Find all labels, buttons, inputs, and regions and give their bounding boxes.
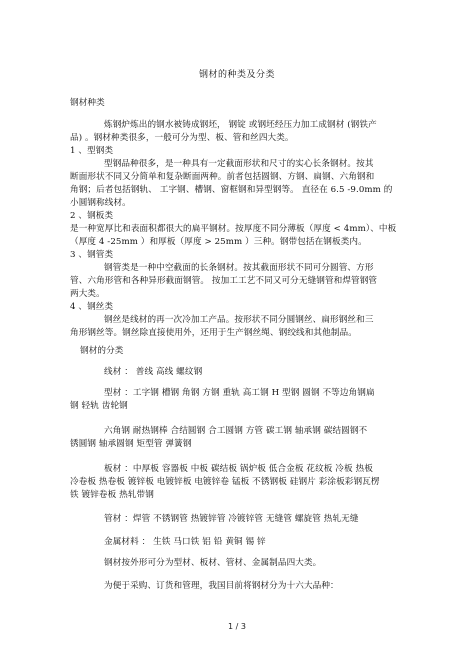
category-plates: 板材 ：中厚板 容器板 中板 碳结板 锅炉板 低合金板 花纹板 冷板 热板 (104, 464, 373, 474)
list-heading-pipes: 3 、钢管类 (70, 250, 114, 260)
paragraph-line: 冷卷板 热卷板 镀锌板 电镀锌板 电镀锌卷 锰板 不锈钢板 硅钢片 彩涂板彩钢瓦楞 (70, 477, 380, 487)
paragraph-line: 钢丝是线材的再一次冷加工产品。按形状不同分圆钢丝、扁形钢丝和三 (104, 315, 374, 325)
paragraph-line: 型钢品种很多，是一种具有一定截面形状和尺寸的实心长条钢材。按其 (104, 159, 374, 169)
document-title: 钢材的种类及分类 (198, 70, 275, 80)
category-wire-rod: 线材 ： 普线 高线 螺纹钢 (104, 367, 203, 377)
list-heading-plates: 2 、钢板类 (70, 211, 114, 221)
paragraph-line: 管、六角形管和各种异形截面钢管。 按加工工艺不同又可分无缝钢管和焊管钢管 (70, 276, 378, 286)
list-heading-wires: 4 、钢丝类 (70, 302, 114, 312)
paragraph-line: （厚度 4 -25mm ）和厚板（厚度 > 25mm ）三种。钢带包括在钢板类内。 (70, 237, 367, 247)
paragraph-line: 角形钢丝等。钢丝除直接使用外，还用于生产钢丝绳、钢绞线和其他制品。 (70, 328, 357, 338)
paragraph-line: 铁 镀锌卷板 热轧带钢 (70, 490, 154, 500)
paragraph-line: 钢材按外形可分为型材、板材、管材、金属制品四大类。 (104, 558, 322, 568)
list-heading-shapes: 1 、型钢类 (70, 146, 114, 156)
paragraph-line: 锈圆钢 轴承圆钢 矩型管 弹簧钢 (70, 439, 192, 449)
paragraph-line: 炼钢炉炼出的钢水被铸成钢坯， 钢锭 或钢坯经压力加工成钢材 (钢铁产 (104, 120, 377, 130)
section-heading-classification: 钢材的分类 (80, 346, 124, 356)
paragraph-line: 小圆钢称线材。 (70, 198, 131, 208)
paragraph-line: 为便于采购、订货和管理，我国目前将钢材分为十六大品种： (104, 581, 339, 591)
paragraph-line: 钢 轻轨 齿轮钢 (70, 401, 128, 411)
category-metals: 金属材料 ： 生铁 马口铁 铝 铅 黄铜 锡 锌 (104, 537, 266, 547)
category-sections: 型材 ：工字钢 槽钢 角钢 方钢 重轨 高工钢 H 型钢 圆钢 不等边角钢扁 (104, 388, 375, 398)
paragraph-line: 角钢；后者包括钢轨、 工字钢、槽钢、窗框钢和异型钢等。 直径在 6.5 -9.0mm 的 (70, 185, 393, 195)
paragraph-line: 钢管类是一种中空截面的长条钢材。按其截面形状不同可分圆管、方形 (104, 263, 374, 273)
paragraph-line: 是一种宽厚比和表面积都很大的扁平钢材。按厚度不同分薄板（厚度 < 4mm）、中板 (70, 224, 397, 234)
section-heading-steel-types: 钢材种类 (70, 98, 105, 108)
paragraph-line: 两大类。 (70, 289, 105, 299)
paragraph-line: 品) 。钢材种类很多，一般可分为型、板、管和丝四大类。 (70, 133, 294, 143)
paragraph-line: 断面形状不同又分简单和复杂断面两种。前者包括圆钢、方钢、扁钢、六角钢和 (70, 172, 375, 182)
category-pipes: 管材 ：焊管 不锈钢管 热镀锌管 冷镀锌管 无缝管 螺旋管 热轧无缝 (104, 514, 359, 524)
page-number: 1 / 3 (228, 622, 246, 631)
paragraph-line: 六角钢 耐热钢棒 合结圆钢 合工圆钢 方管 碳工钢 轴承钢 碳结圆钢不 (104, 426, 368, 436)
